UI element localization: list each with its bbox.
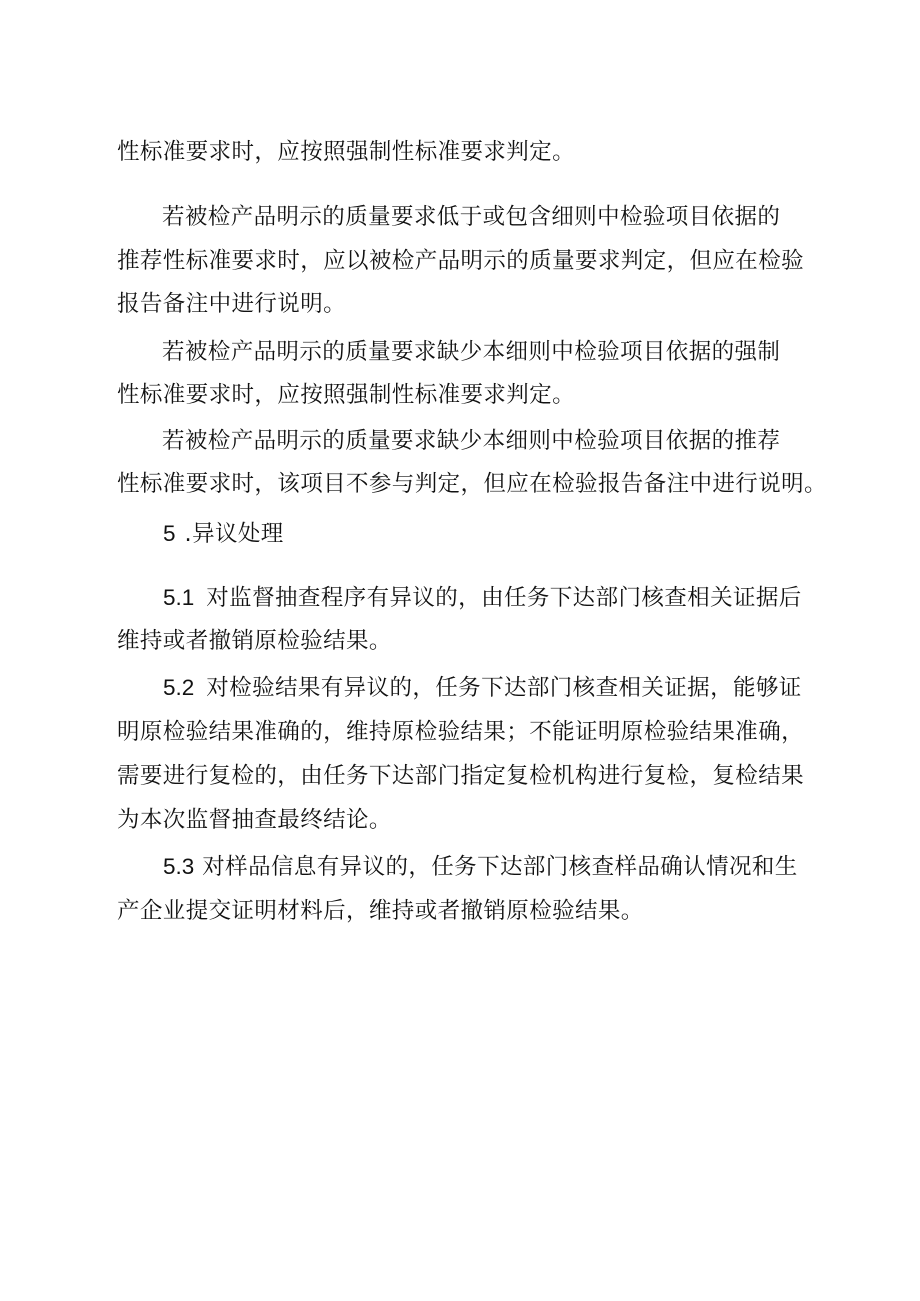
s52-line-3: 需要进行复检的，由任务下达部门指定复检机构进行复检，复检结果 bbox=[117, 763, 805, 789]
section-5-number: 5 bbox=[163, 521, 176, 546]
p3-line-1: 若被检产品明示的质量要求缺少本细则中检验项目依据的强制 bbox=[162, 339, 781, 365]
p4-line-1: 若被检产品明示的质量要求缺少本细则中检验项目依据的推荐 bbox=[162, 428, 781, 454]
p2-line-1: 若被检产品明示的质量要求低于或包含细则中检验项目依据的 bbox=[162, 204, 781, 230]
s51-line-1 bbox=[163, 587, 802, 610]
s52-text: 对检验结果有异议的，任务下达部门核查相关证据，能够证 bbox=[206, 675, 802, 701]
s51-number: 5.1 bbox=[163, 585, 195, 610]
s53-line-1 bbox=[163, 856, 798, 879]
s52-number: 5.2 bbox=[163, 675, 195, 700]
p1-line-1: 性标准要求时，应按照强制性标准要求判定。 bbox=[117, 139, 576, 165]
s53-number: 5.3 bbox=[163, 854, 195, 879]
s53-text: 对样品信息有异议的，任务下达部门核查样品确认情况和生 bbox=[202, 854, 798, 880]
s53-line-2: 产企业提交证明材料后，维持或者撤销原检验结果。 bbox=[117, 898, 644, 924]
s51-line-2: 维持或者撤销原检验结果。 bbox=[117, 628, 392, 654]
s52-line-2: 明原检验结果准确的，维持原检验结果；不能证明原检验结果准确， bbox=[117, 719, 805, 745]
p2-line-3: 报告备注中进行说明。 bbox=[117, 291, 347, 317]
p3-line-2: 性标准要求时，应按照强制性标准要求判定。 bbox=[117, 382, 576, 408]
section-5-heading bbox=[163, 523, 284, 546]
section-5-title: .异议处理 bbox=[184, 521, 284, 547]
p2-line-2: 推荐性标准要求时，应以被检产品明示的质量要求判定，但应在检验 bbox=[117, 248, 805, 274]
s52-line-4: 为本次监督抽查最终结论。 bbox=[117, 807, 392, 833]
s51-text: 对监督抽查程序有异议的，由任务下达部门核查相关证据后 bbox=[206, 585, 802, 611]
s52-line-1 bbox=[163, 677, 802, 700]
p4-line-2: 性标准要求时，该项目不参与判定，但应在检验报告备注中进行说明。 bbox=[117, 471, 827, 497]
